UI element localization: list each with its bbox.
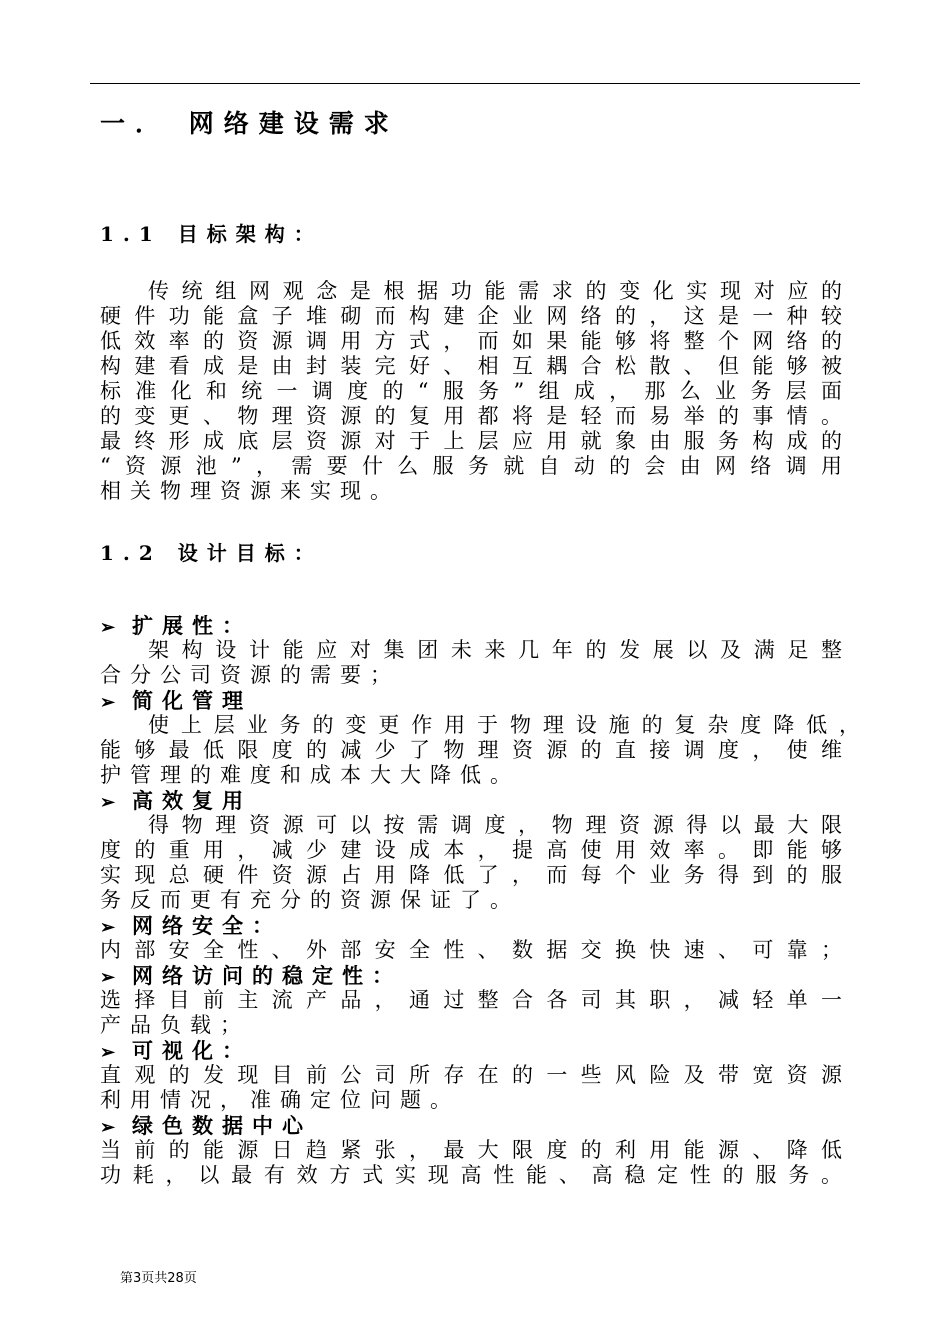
paragraph-line: 实现总硬件资源占用降低了，而每个业务得到的服 (100, 863, 842, 887)
paragraph-line: 最终形成底层资源对于上层应用就象由服务构成的 (100, 429, 842, 453)
section-heading-1-2: 1.2 设计目标： (100, 541, 323, 565)
section-1-1-paragraph (100, 279, 842, 504)
paragraph-line: 功耗，以最有效方式实现高性能、高稳定性的服务。 (100, 1163, 842, 1187)
paragraph-line: 低效率的资源调用方式，而如果能够将整个网络的 (100, 329, 842, 353)
paragraph-line: 架构设计能应对集团未来几年的发展以及满足整 (148, 638, 842, 662)
goal-title: 网络安全： (132, 913, 282, 938)
paragraph-line: 传统组网观念是根据功能需求的变化实现对应的 (148, 279, 842, 303)
paragraph-line: 使上层业务的变更作用于物理设施的复杂度降低， (148, 713, 860, 737)
goal-description (100, 638, 842, 688)
goal-bullet-simplified-management (100, 688, 252, 713)
goal-description (100, 1063, 842, 1113)
arrow-bullet-icon: ➢ (100, 967, 116, 988)
paragraph-line: 标准化和统一调度的“服务”组成，那么业务层面 (100, 379, 842, 403)
arrow-bullet-icon: ➢ (100, 617, 116, 638)
paragraph-line: 得物理资源可以按需调度，物理资源得以最大限 (148, 813, 842, 837)
paragraph-line: 硬件功能盒子堆砌而构建企业网络的，这是一种较 (100, 304, 842, 328)
goal-description (100, 988, 842, 1038)
paragraph-line: 能够最低限度的减少了物理资源的直接调度，使维 (100, 738, 842, 762)
paragraph-line: 产品负载； (100, 1013, 250, 1037)
page-number-footer: 第3页共28页 (120, 1271, 197, 1286)
paragraph-line: 的变更、物理资源的复用都将是轻而易举的事情。 (100, 404, 842, 428)
arrow-bullet-icon: ➢ (100, 917, 116, 938)
section-heading-1-1: 1.1 目标架构： (100, 222, 323, 246)
paragraph-line: 当前的能源日趋紧张，最大限度的利用能源、降低 (100, 1138, 842, 1162)
paragraph-line: 直观的发现目前公司所存在的一些风险及带宽资源 (100, 1063, 842, 1087)
arrow-bullet-icon: ➢ (100, 792, 116, 813)
paragraph-line: 内部安全性、外部安全性、数据交换快速、可靠； (100, 938, 842, 962)
paragraph-line: 度的重用，减少建设成本，提高使用效率。即能够 (100, 838, 842, 862)
goal-bullet-network-security (100, 913, 282, 938)
chapter-heading: 一． 网络建设需求 (100, 109, 399, 138)
paragraph-line: “资源池”，需要什么服务就自动的会由网络调用 (100, 454, 842, 478)
paragraph-line: 相关物理资源来实现。 (100, 479, 400, 503)
goal-title: 高效复用 (132, 788, 252, 813)
goal-title: 绿色数据中心 (132, 1113, 312, 1138)
paragraph-line: 护管理的难度和成本大大降低。 (100, 763, 520, 787)
goal-bullet-access-stability (100, 963, 402, 988)
goal-bullet-green-datacenter (100, 1113, 312, 1138)
goal-description (100, 813, 842, 913)
goal-bullet-scalability (100, 613, 252, 638)
goal-description (100, 1138, 842, 1188)
goal-description (100, 713, 860, 788)
arrow-bullet-icon: ➢ (100, 1117, 116, 1138)
paragraph-line: 构建看成是由封装完好、相互耦合松散、但能够被 (100, 354, 842, 378)
goal-bullet-efficient-reuse (100, 788, 252, 813)
arrow-bullet-icon: ➢ (100, 1042, 116, 1063)
goal-title: 可视化： (132, 1038, 252, 1063)
goal-title: 网络访问的稳定性： (132, 963, 402, 988)
paragraph-line: 利用情况，准确定位问题。 (100, 1088, 460, 1112)
paragraph-line: 合分公司资源的需要； (100, 663, 400, 687)
header-rule (90, 83, 860, 84)
goal-description (100, 938, 842, 963)
goal-bullet-visualization (100, 1038, 252, 1063)
goal-title: 扩展性： (132, 613, 252, 638)
arrow-bullet-icon: ➢ (100, 692, 116, 713)
paragraph-line: 选择目前主流产品，通过整合各司其职，减轻单一 (100, 988, 842, 1012)
goal-title: 简化管理 (132, 688, 252, 713)
paragraph-line: 务反而更有充分的资源保证了。 (100, 888, 520, 912)
